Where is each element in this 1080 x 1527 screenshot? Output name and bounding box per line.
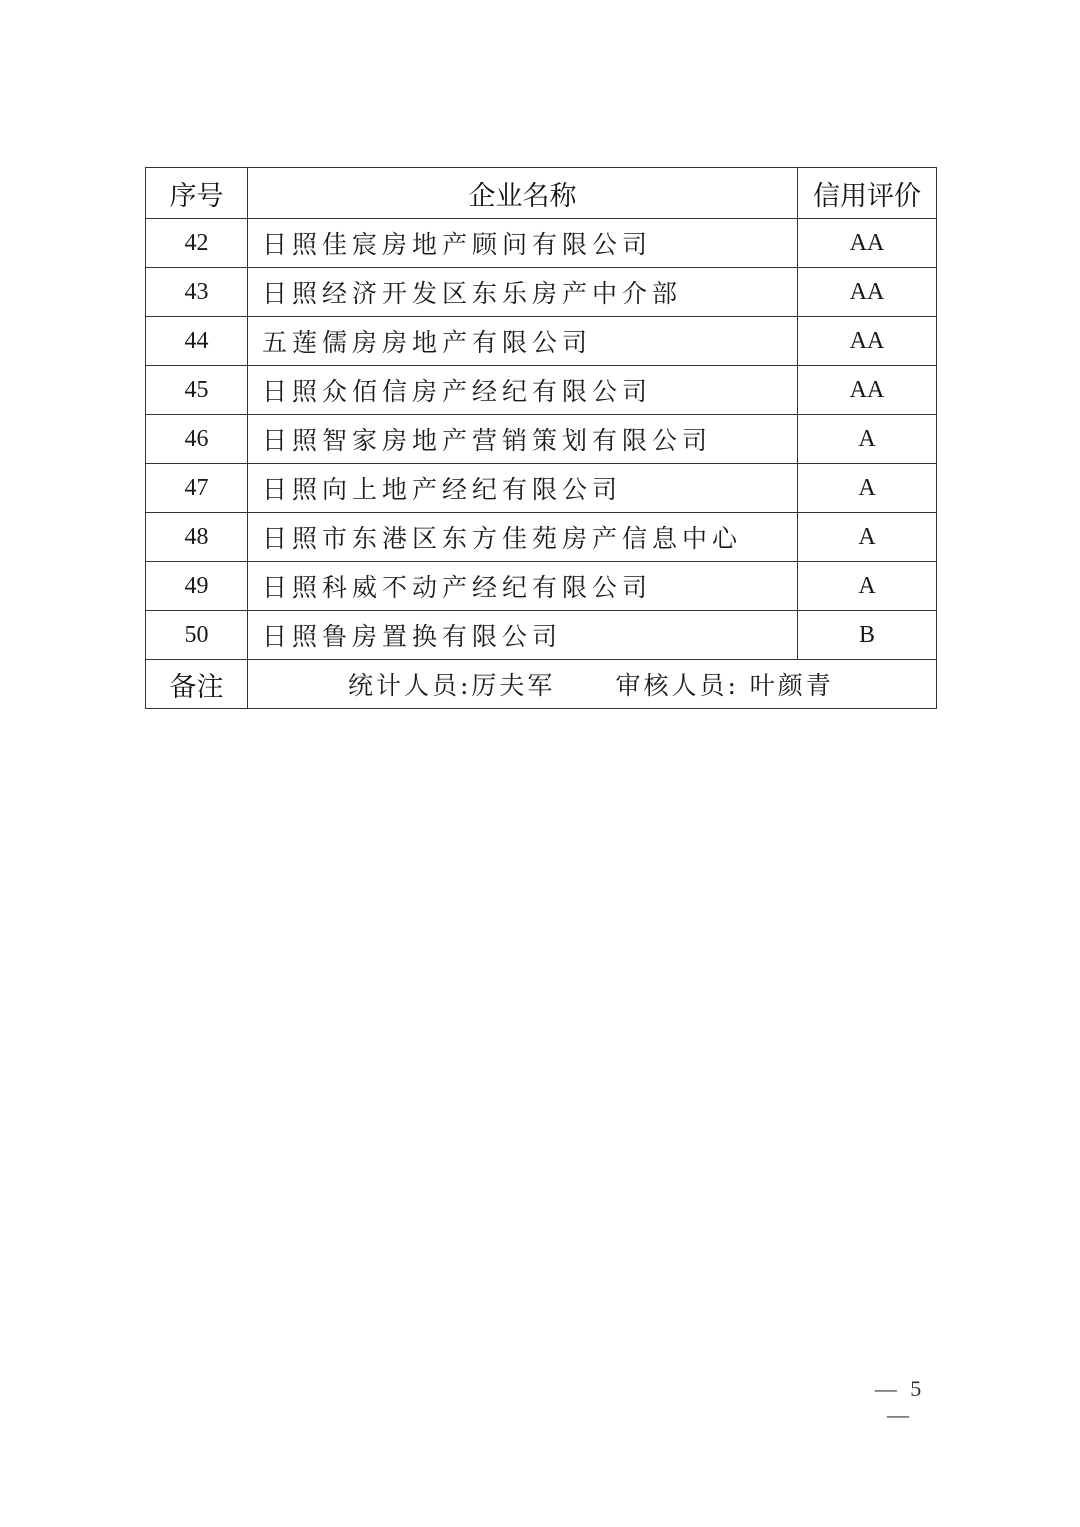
row-seq: 45 (146, 366, 248, 415)
row-company-name: 日照佳宸房地产顾问有限公司 (248, 219, 798, 268)
table-row (146, 268, 937, 317)
row-company-name: 日照智家房地产营销策划有限公司 (248, 415, 798, 464)
row-credit-rating: AA (798, 268, 937, 317)
page-number: — 5 — (874, 1376, 926, 1427)
credit-rating-table (145, 167, 937, 709)
row-company-name: 日照众佰信房产经纪有限公司 (248, 366, 798, 415)
row-credit-rating: A (798, 464, 937, 513)
table-row (146, 562, 937, 611)
header-credit-rating: 信用评价 (798, 168, 937, 219)
row-company-name: 日照经济开发区东乐房产中介部 (248, 268, 798, 317)
note-statistician: 统计人员:厉夫军 (348, 671, 556, 700)
note-label: 备注 (146, 660, 248, 709)
header-seq: 序号 (146, 168, 248, 219)
row-credit-rating: AA (798, 317, 937, 366)
row-credit-rating: AA (798, 366, 937, 415)
row-seq: 50 (146, 611, 248, 660)
row-company-name: 日照向上地产经纪有限公司 (248, 464, 798, 513)
note-content (248, 660, 937, 709)
table-row (146, 611, 937, 660)
row-seq: 43 (146, 268, 248, 317)
row-company-name: 日照科威不动产经纪有限公司 (248, 562, 798, 611)
row-seq: 44 (146, 317, 248, 366)
table-row (146, 415, 937, 464)
note-reviewer: 审核人员: 叶颜青 (615, 671, 834, 700)
row-credit-rating: A (798, 562, 937, 611)
table-row (146, 219, 937, 268)
row-seq: 48 (146, 513, 248, 562)
row-seq: 42 (146, 219, 248, 268)
table-row (146, 366, 937, 415)
row-seq: 46 (146, 415, 248, 464)
table-header-row (146, 168, 937, 219)
table-row (146, 513, 937, 562)
row-credit-rating: A (798, 415, 937, 464)
row-credit-rating: B (798, 611, 937, 660)
row-company-name: 日照市东港区东方佳苑房产信息中心 (248, 513, 798, 562)
row-credit-rating: AA (798, 219, 937, 268)
table-row (146, 464, 937, 513)
table-row (146, 317, 937, 366)
header-company-name: 企业名称 (248, 168, 798, 219)
row-credit-rating: A (798, 513, 937, 562)
note-row (146, 660, 937, 709)
row-seq: 49 (146, 562, 248, 611)
row-seq: 47 (146, 464, 248, 513)
row-company-name: 日照鲁房置换有限公司 (248, 611, 798, 660)
row-company-name: 五莲儒房房地产有限公司 (248, 317, 798, 366)
